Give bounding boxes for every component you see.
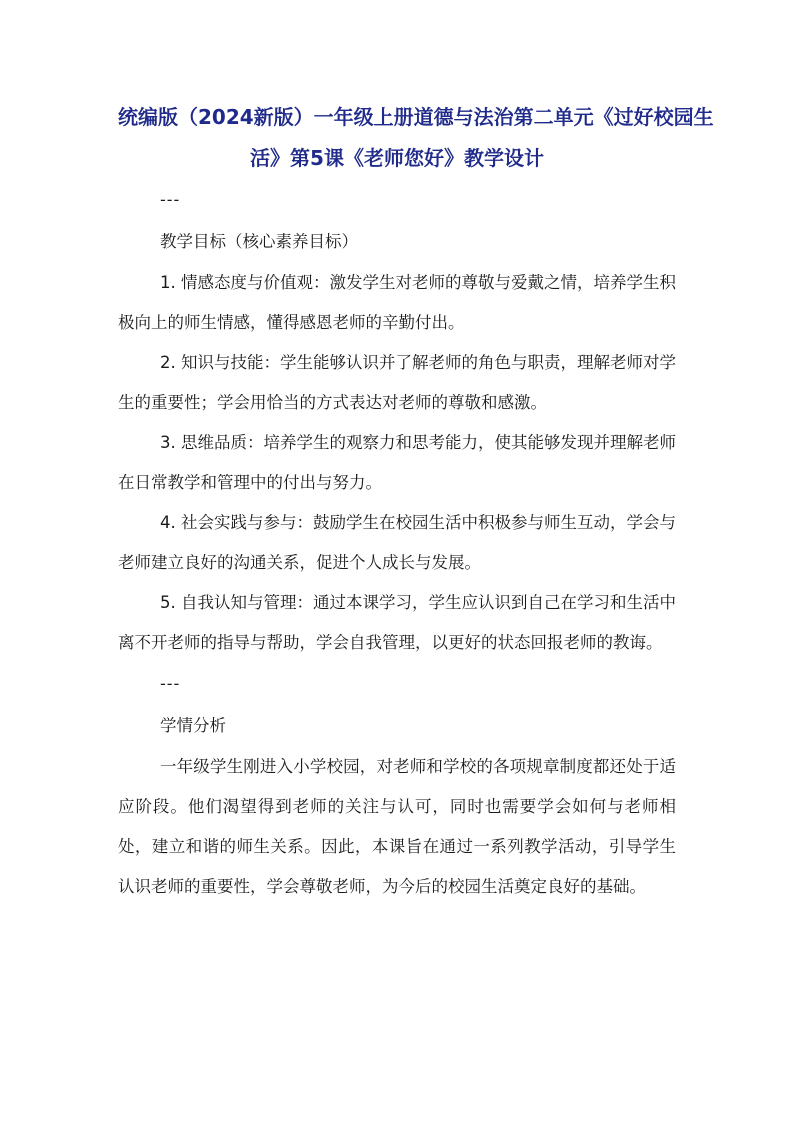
document-title-line-1: 统编版（2024新版）一年级上册道德与法治第二单元《过好校园生	[118, 105, 714, 129]
objective-item-3: 3. 思维品质：培养学生的观察力和思考能力，使其能够发现并理解老师在日常教学和管理中的付出与努力。	[118, 433, 676, 492]
objective-item-2: 2. 知识与技能：学生能够认识并了解老师的角色与职责，理解老师对学生的重要性；学会用恰当的方式表达对老师的尊敬和感激。	[118, 353, 676, 412]
analysis-paragraph: 一年级学生刚进入小学校园，对老师和学校的各项规章制度都还处于适应阶段。他们渴望得到老师的关注与认可，同时也需要学会如何与老师相处，建立和谐的师生关系。因此，本课旨在通过一系列教学活动，引导学生认识老师的重要性，学会尊敬老师，为今后的校园生活奠定良好的基础。	[118, 757, 676, 896]
objective-item-5: 5. 自我认知与管理：通过本课学习，学生应认识到自己在学习和生活中离不开老师的指导与帮助，学会自我管理，以更好的状态回报老师的教诲。	[118, 593, 676, 652]
separator-2: ---	[160, 674, 181, 693]
separator-1: ---	[160, 190, 181, 209]
section-heading-analysis: 学情分析	[160, 716, 226, 735]
document-title-line-2: 活》第5课《老师您好》教学设计	[250, 146, 544, 170]
objective-item-4: 4. 社会实践与参与：鼓励学生在校园生活中积极参与师生互动，学会与老师建立良好的沟通关系，促进个人成长与发展。	[118, 513, 676, 572]
section-heading-objectives: 教学目标（核心素养目标）	[160, 232, 358, 251]
objective-item-1: 1. 情感态度与价值观：激发学生对老师的尊敬与爱戴之情，培养学生积极向上的师生情感，懂得感恩老师的辛勤付出。	[118, 273, 676, 332]
document-title	[118, 97, 714, 179]
